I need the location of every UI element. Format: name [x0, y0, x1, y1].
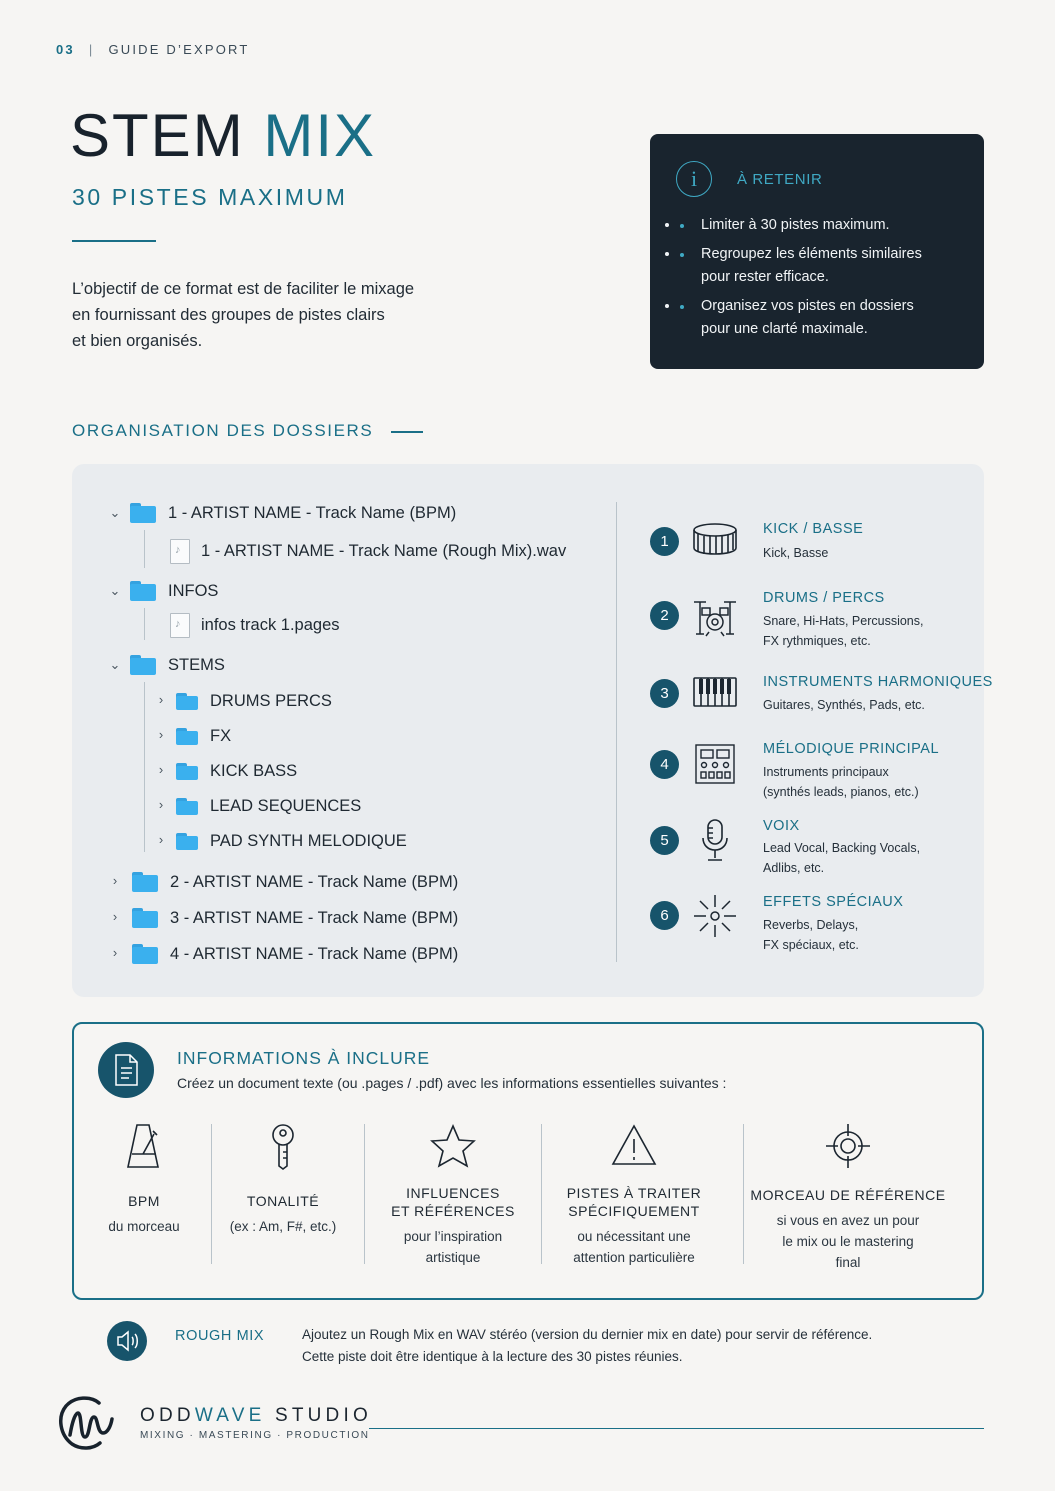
column-divider [364, 1124, 365, 1264]
info-subtitle: Créez un document texte (ou .pages / .pdf) avec les informations essentielles suivantes : [177, 1075, 727, 1091]
document-file-icon [170, 613, 190, 638]
piano-keys-icon [692, 670, 738, 716]
page-title [70, 102, 377, 169]
chevron-down-icon[interactable]: ⌄ [109, 583, 121, 598]
folder-label: 4 - ARTIST NAME - Track Name (BPM) [170, 944, 459, 963]
folder-icon [176, 833, 198, 850]
title-accent: MIX [263, 102, 377, 169]
info-column-tonalite [218, 1122, 348, 1237]
category-title: VOIX [763, 818, 800, 834]
tree-guide [144, 530, 145, 568]
header-section: GUIDE D’EXPORT [108, 42, 250, 57]
info-column-bpm [94, 1122, 194, 1237]
info-desc: du morceau [108, 1219, 180, 1234]
folder-icon [132, 944, 158, 964]
category-desc: Kick, Basse [763, 546, 829, 560]
key-point: • Regroupez les éléments similaires pour rester efficace. [680, 243, 960, 289]
category-desc: Lead Vocal, Backing Vocals, Adlibs, etc. [763, 841, 921, 875]
info-heading: PISTES À TRAITER SPÉCIFIQUEMENT [566, 1185, 702, 1219]
info-badge [98, 1042, 154, 1098]
brand-tagline: MIXING · MASTERING · PRODUCTION [140, 1430, 370, 1441]
folder-label: 3 - ARTIST NAME - Track Name (BPM) [170, 908, 459, 927]
brand-name: ODDWAVE STUDIO [140, 1405, 372, 1426]
title-main: STEM [70, 102, 245, 169]
intro-text [72, 276, 472, 354]
rough-mix-text: Ajoutez un Rough Mix en WAV stéréo (version du dernier mix en date) pour servir de référence. Cette piste doit être identique à la lecture des 30 pistes réunies. [302, 1327, 873, 1364]
info-heading: INFLUENCES ET RÉFÉRENCES [391, 1185, 515, 1219]
folder-icon [132, 872, 158, 892]
folder-icon [130, 503, 156, 523]
metronome-icon [120, 1122, 168, 1170]
key-point: • Limiter à 30 pistes maximum. [680, 214, 960, 237]
category-title: MÉLODIQUE PRINCIPAL [763, 741, 940, 757]
oddwave-logo [55, 1393, 117, 1455]
chevron-right-icon[interactable]: › [158, 762, 164, 777]
sparkle-burst-icon [692, 893, 738, 939]
star-icon [429, 1122, 477, 1170]
folder-icon [176, 728, 198, 745]
folder-icon [176, 763, 198, 780]
intro-line: en fournissant des groupes de pistes clairs [72, 306, 385, 324]
warning-icon [610, 1122, 658, 1170]
intro-line: et bien organisés. [72, 332, 203, 350]
folder-label: STEMS [168, 655, 225, 674]
chevron-right-icon[interactable]: › [112, 909, 118, 924]
category-desc: Instruments principaux (synthés leads, pianos, etc.) [763, 765, 919, 799]
info-heading: TONALITÉ [246, 1193, 320, 1209]
info-heading: BPM [128, 1193, 160, 1209]
tree-folder-track2[interactable] [108, 869, 458, 895]
chevron-down-icon[interactable]: ⌄ [109, 505, 121, 520]
key-icon [259, 1122, 307, 1170]
info-title: INFORMATIONS À INCLURE [177, 1048, 431, 1068]
category-number: 3 [650, 679, 679, 708]
key-points-list [680, 214, 960, 347]
column-divider [541, 1124, 542, 1264]
folder-icon [132, 908, 158, 928]
rough-mix-badge [107, 1321, 147, 1361]
chevron-right-icon[interactable]: › [158, 692, 164, 707]
synth-module-icon [692, 741, 738, 787]
key-points-title: À RETENIR [737, 171, 823, 188]
category-number: 2 [650, 601, 679, 630]
info-desc: (ex : Am, F#, etc.) [229, 1219, 337, 1234]
tree-subfolder-kick-bass[interactable] [154, 758, 297, 784]
chevron-right-icon[interactable]: › [112, 873, 118, 888]
page-header [56, 42, 250, 57]
audio-file-icon [170, 539, 190, 564]
category-title: INSTRUMENTS HARMONIQUES [763, 674, 993, 690]
chevron-right-icon[interactable]: › [158, 727, 164, 742]
column-divider [743, 1124, 744, 1264]
info-desc: si vous en avez un pour le mix ou le mastering final [776, 1213, 920, 1270]
info-column-reference [750, 1122, 946, 1273]
folder-icon [130, 581, 156, 601]
chevron-right-icon[interactable]: › [158, 832, 164, 847]
file-label: infos track 1.pages [201, 615, 340, 634]
tree-guide [144, 682, 145, 852]
snare-drum-icon [692, 518, 738, 564]
footer-line [369, 1428, 984, 1429]
rough-mix-title: ROUGH MIX [175, 1328, 265, 1344]
info-column-influences [373, 1122, 533, 1268]
intro-line: L’objectif de ce format est de faciliter le mixage [72, 280, 415, 298]
section-title-line [391, 431, 423, 433]
folder-icon [130, 655, 156, 675]
tree-folder-infos[interactable] [108, 578, 218, 604]
folder-label: PAD SYNTH MELODIQUE [210, 831, 407, 850]
key-point: • Organisez vos pistes en dossiers pour une clarté maximale. [680, 295, 960, 341]
info-icon: i [676, 161, 712, 197]
category-desc: Reverbs, Delays, FX spéciaux, etc. [763, 918, 859, 952]
info-desc: ou nécessitant une attention particulière [573, 1229, 695, 1265]
category-number: 4 [650, 750, 679, 779]
tree-subfolder-fx[interactable] [154, 723, 231, 749]
category-number: 1 [650, 527, 679, 556]
category-number: 5 [650, 826, 679, 855]
info-desc: pour l’inspiration artistique [403, 1229, 503, 1265]
chevron-right-icon[interactable]: › [112, 945, 118, 960]
target-icon [824, 1122, 872, 1170]
tree-folder-track4[interactable] [108, 941, 458, 967]
folder-icon [176, 693, 198, 710]
info-heading: MORCEAU DE RÉFÉRENCE [750, 1187, 946, 1203]
tree-folder-track1[interactable] [108, 500, 456, 526]
tree-file-rough-mix[interactable] [170, 538, 566, 564]
folder-label: DRUMS PERCS [210, 691, 332, 710]
category-desc: Snare, Hi-Hats, Percussions, FX rythmiques, etc. [763, 614, 924, 648]
category-title: DRUMS / PERCS [763, 590, 885, 606]
category-title: KICK / BASSE [763, 521, 864, 537]
folder-label: LEAD SEQUENCES [210, 796, 362, 815]
category-desc: Guitares, Synthés, Pads, etc. [763, 698, 925, 712]
category-number: 6 [650, 901, 679, 930]
title-divider [72, 240, 156, 242]
info-column-pistes [554, 1122, 714, 1268]
folder-label: INFOS [168, 581, 219, 600]
tree-guide [144, 608, 145, 640]
page-subtitle: 30 PISTES MAXIMUM [72, 184, 348, 210]
category-title: EFFETS SPÉCIAUX [763, 894, 904, 910]
folder-label: 1 - ARTIST NAME - Track Name (BPM) [168, 503, 457, 522]
chevron-right-icon[interactable]: › [158, 797, 164, 812]
tree-subfolder-pad-synth[interactable] [154, 828, 407, 854]
drum-kit-icon [692, 594, 738, 640]
tree-subfolder-drums-percs[interactable] [154, 688, 332, 714]
document-icon [98, 1042, 154, 1098]
column-divider [211, 1124, 212, 1264]
folder-icon [176, 798, 198, 815]
page-number: 03 [56, 42, 75, 57]
folder-label: 2 - ARTIST NAME - Track Name (BPM) [170, 872, 459, 891]
header-separator: | [88, 42, 95, 57]
file-label: 1 - ARTIST NAME - Track Name (Rough Mix).wav [201, 541, 567, 560]
tree-folder-stems[interactable] [108, 652, 225, 678]
tree-folder-track3[interactable] [108, 905, 458, 931]
folder-label: FX [210, 726, 232, 745]
folder-label: KICK BASS [210, 761, 298, 780]
section-title-folders: ORGANISATION DES DOSSIERS [72, 421, 374, 440]
tree-subfolder-lead-sequences[interactable] [154, 793, 361, 819]
microphone-icon [692, 817, 738, 863]
tree-file-infos[interactable] [170, 612, 340, 638]
speaker-icon [107, 1321, 147, 1361]
panel-divider [616, 502, 617, 962]
chevron-down-icon[interactable]: ⌄ [109, 657, 121, 672]
